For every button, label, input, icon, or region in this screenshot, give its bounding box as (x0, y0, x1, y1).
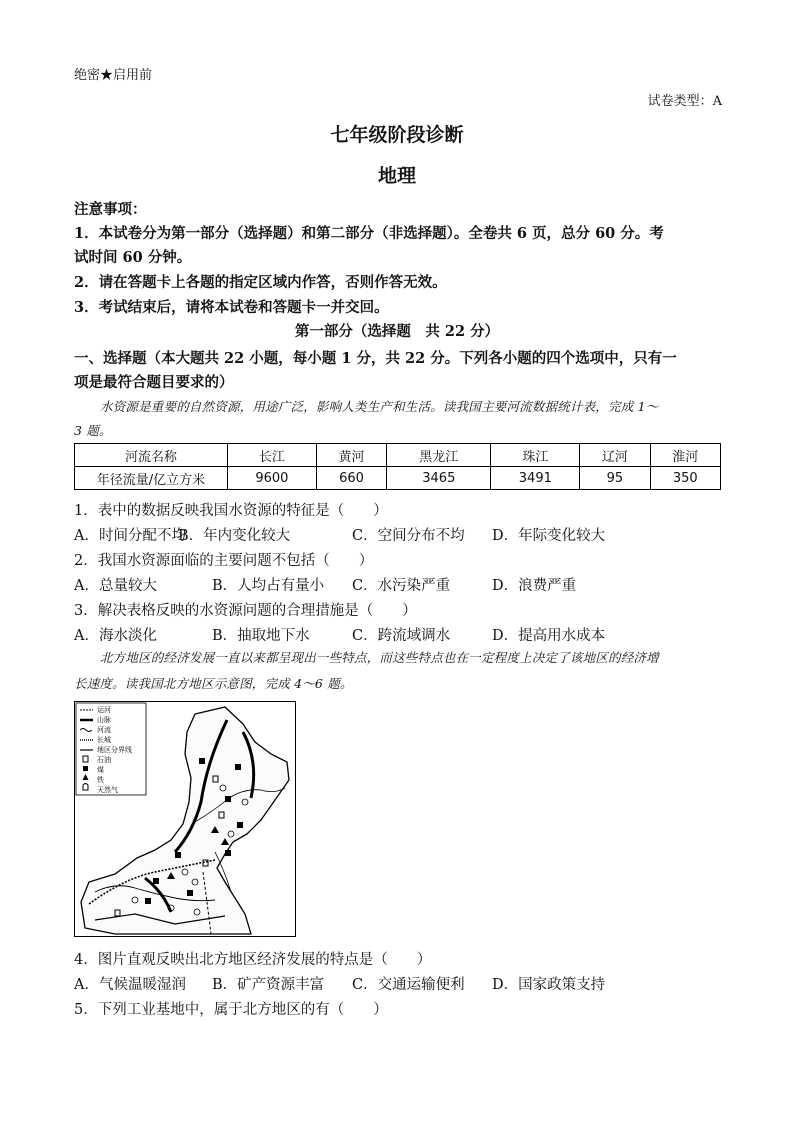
table-cell: 辽河 (580, 444, 650, 467)
section-heading: 一、选择题（本大题共 22 小题，每小题 1 分，共 22 分。下列各小题的四个选项中，只有一 (74, 350, 677, 367)
table-cell: 350 (650, 467, 720, 490)
table-cell: 95 (580, 467, 650, 490)
q1-option-c: C．空间分布不均 (352, 528, 465, 544)
q3-option-d: D．提高用水成本 (492, 628, 606, 644)
q4-option-c: C．交通运输便利 (352, 977, 465, 993)
map-intro: 北方地区的经济发展一直以来都呈现出一些特点，而这些特点也在一定程度上决定了该地区的经济增 (100, 650, 659, 665)
legend-label: 煤 (97, 766, 104, 774)
table-cell: 3465 (387, 467, 491, 490)
reading-intro-cont: 3 题。 (74, 423, 112, 438)
table-header-row (75, 444, 721, 467)
table-cell: 660 (316, 467, 386, 490)
reading-intro: 水资源是重要的自然资源，用途广泛，影响人类生产和生活。读我国主要河流数据统计表，完成 1～ (100, 399, 659, 414)
q3-option-c: C．跨流域调水 (352, 628, 451, 644)
coal-marker (187, 890, 193, 896)
confidential-label: 绝密★启用前 (74, 68, 153, 83)
q1-option-b: B．年内变化较大 (178, 528, 291, 544)
table-cell: 河流名称 (75, 444, 228, 467)
river-data-table (74, 443, 721, 490)
paper-type: 试卷类型：A (647, 94, 722, 109)
coal-icon (83, 766, 88, 771)
q4-option-b: B．矿产资源丰富 (212, 977, 325, 993)
coal-marker (199, 758, 205, 764)
legend-label: 地区分界线 (97, 746, 132, 754)
coal-marker (237, 822, 243, 828)
notes-item: 1．本试卷分为第一部分（选择题）和第二部分（非选择题）。全卷共 6 页，总分 60 分。考 (74, 225, 664, 242)
coal-marker (175, 852, 181, 858)
table-cell: 黑龙江 (387, 444, 491, 467)
map-intro-cont: 长速度。读我国北方地区示意图，完成 4～6 题。 (74, 676, 353, 691)
question-4-stem: 4．图片直观反映出北方地区经济发展的特点是（ ） (74, 952, 432, 968)
question-5-stem: 5．下列工业基地中，属于北方地区的有（ ） (74, 1002, 388, 1018)
table-cell: 长江 (228, 444, 317, 467)
q2-option-c: C．水污染严重 (352, 578, 451, 594)
q2-option-d: D．浪费严重 (492, 578, 577, 594)
coal-marker (145, 898, 151, 904)
table-cell: 3491 (491, 467, 580, 490)
notes-item: 3．考试结束后，请将本试卷和答题卡一并交回。 (74, 299, 389, 316)
table-cell: 9600 (228, 467, 317, 490)
part1-title: 第一部分（选择题 共 22 分） (294, 323, 500, 340)
legend-label: 铁 (97, 776, 104, 784)
table-cell: 年径流量/亿立方米 (75, 467, 228, 490)
q4-option-d: D．国家政策支持 (492, 977, 606, 993)
question-1-stem: 1．表中的数据反映我国水资源的特征是（ ） (74, 503, 388, 519)
coal-marker (153, 878, 159, 884)
table-cell: 珠江 (491, 444, 580, 467)
north-china-map (74, 701, 296, 937)
q3-option-a: A．海水淡化 (74, 628, 157, 644)
q2-option-b: B．人均占有量小 (212, 578, 325, 594)
q1-option-d: D．年际变化较大 (492, 528, 606, 544)
legend-label: 天然气 (97, 786, 118, 794)
legend-label: 河流 (97, 726, 111, 734)
coal-marker (235, 764, 241, 770)
legend-label: 山脉 (97, 716, 111, 724)
notes-heading: 注意事项： (74, 201, 147, 218)
coal-marker (225, 796, 231, 802)
legend-label: 运河 (97, 706, 111, 714)
notes-item: 试时间 60 分钟。 (74, 249, 192, 266)
table-cell: 淮河 (650, 444, 720, 467)
coal-marker (225, 850, 231, 856)
subject-title: 地理 (377, 165, 416, 187)
notes-item: 2．请在答题卡上各题的指定区域内作答，否则作答无效。 (74, 274, 447, 291)
q1-option-a: A．时间分配不均 (74, 528, 186, 544)
table-row (75, 467, 721, 490)
question-2-stem: 2．我国水资源面临的主要问题不包括（ ） (74, 553, 374, 569)
q4-option-a: A．气候温暖湿润 (74, 977, 186, 993)
question-3-stem: 3．解决表格反映的水资源问题的合理措施是（ ） (74, 603, 417, 619)
exam-title: 七年级阶段诊断 (330, 124, 464, 146)
section-heading-cont: 项是最符合题目要求的） (74, 374, 234, 391)
table-cell: 黄河 (316, 444, 386, 467)
legend-label: 石油 (97, 756, 111, 764)
legend-label: 长城 (97, 736, 111, 744)
q3-option-b: B．抽取地下水 (212, 628, 310, 644)
q2-option-a: A．总量较大 (74, 578, 157, 594)
